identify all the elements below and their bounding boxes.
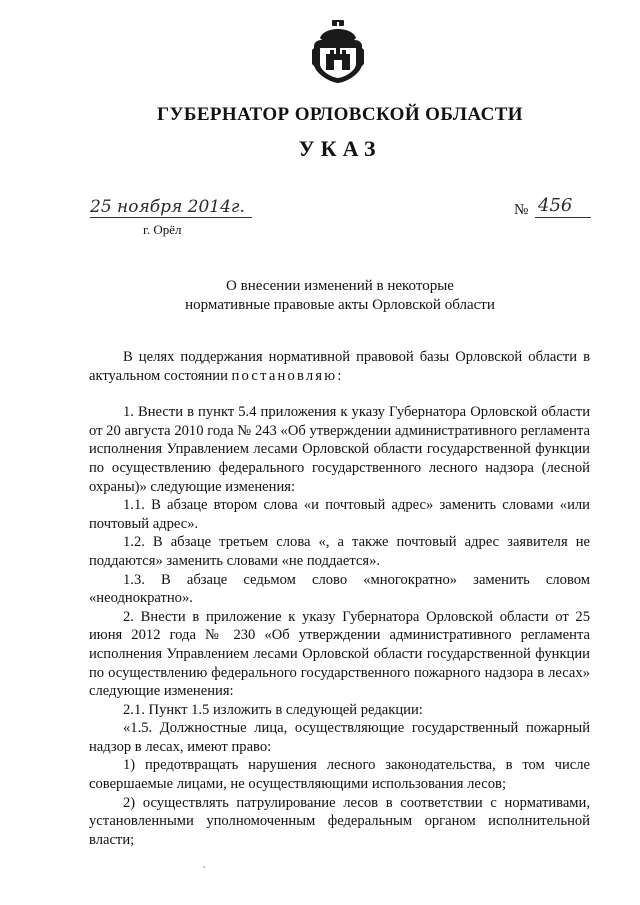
- paragraph-2-1-quote: «1.5. Должностные лица, осуществляющие государственный пожарный надзор в лесах, имеют право:: [89, 720, 590, 755]
- issuer-title: ГУБЕРНАТОР ОРЛОВСКОЙ ОБЛАСТИ: [157, 104, 523, 125]
- subject-line: нормативные правовые акты Орловской области: [185, 297, 495, 313]
- subject-line: О внесении изменений в некоторые: [226, 278, 454, 294]
- list-item-1: 1) предотвращать нарушения лесного законодательства, в том числе совершаемые лицами, не осуществляющими использования лесов;: [89, 757, 590, 793]
- city: г. Орёл: [143, 222, 182, 237]
- subject-heading: [0, 277, 640, 315]
- date-underline: [90, 217, 252, 218]
- paragraph-2: 2. Внести в приложение к указу Губернатора Орловской области от 25 июня 2012 года № 230 «Об утверждении административного регламента исполнения Управлением лесами Орловской области государственной функции по осуществлению федерального государственного пожарного надзора в лесах» следующие изменения:: [89, 608, 590, 700]
- number-handwritten: 456: [538, 195, 573, 216]
- preamble: [89, 348, 590, 385]
- orel-oblast-coat-of-arms-icon: [312, 20, 364, 84]
- preamble-decree-word: постановляю: [231, 367, 338, 384]
- document-type: УКАЗ: [298, 136, 382, 161]
- date-handwritten: 25 ноября 2014г.: [90, 197, 245, 217]
- paragraph-1: 1. Внести в пункт 5.4 приложения к указу Губернатора Орловской области от 20 августа 2010 года № 243 «Об утверждении административного регламента исполнения Управлением лесами Орловской области государственной функции по осуществлению федерального государственного лесного надзора (лесной охраны)» следующие изменения:: [89, 404, 590, 495]
- preamble-text: В целях поддержания нормативной правовой базы Орловской области в актуальном состоянии: [89, 349, 590, 384]
- number-underline: [535, 217, 591, 218]
- preamble-end: :: [337, 367, 342, 384]
- decree-body: [89, 348, 590, 849]
- paragraph-1-2: 1.2. В абзаце третьем слова «, а также почтовый адрес заявителя не поддаются» заменить словами «не поддается».: [89, 534, 590, 569]
- number-label: №: [514, 202, 529, 218]
- scan-dot: ˛: [203, 858, 206, 868]
- list-item-2: 2) осуществлять патрулирование лесов в соответствии с нормативами, установленными уполномоченным федеральным органом исполнительной власти;: [89, 794, 590, 848]
- paragraph-2-1: 2.1. Пункт 1.5 изложить в следующей редакции:: [123, 701, 423, 718]
- paragraph-1-1: 1.1. В абзаце втором слова «и почтовый адрес» заменить словами «или почтовый адрес».: [89, 497, 590, 532]
- paragraph-1-3: 1.3. В абзаце седьмом слово «многократно» заменить словом «неоднократно».: [89, 571, 590, 607]
